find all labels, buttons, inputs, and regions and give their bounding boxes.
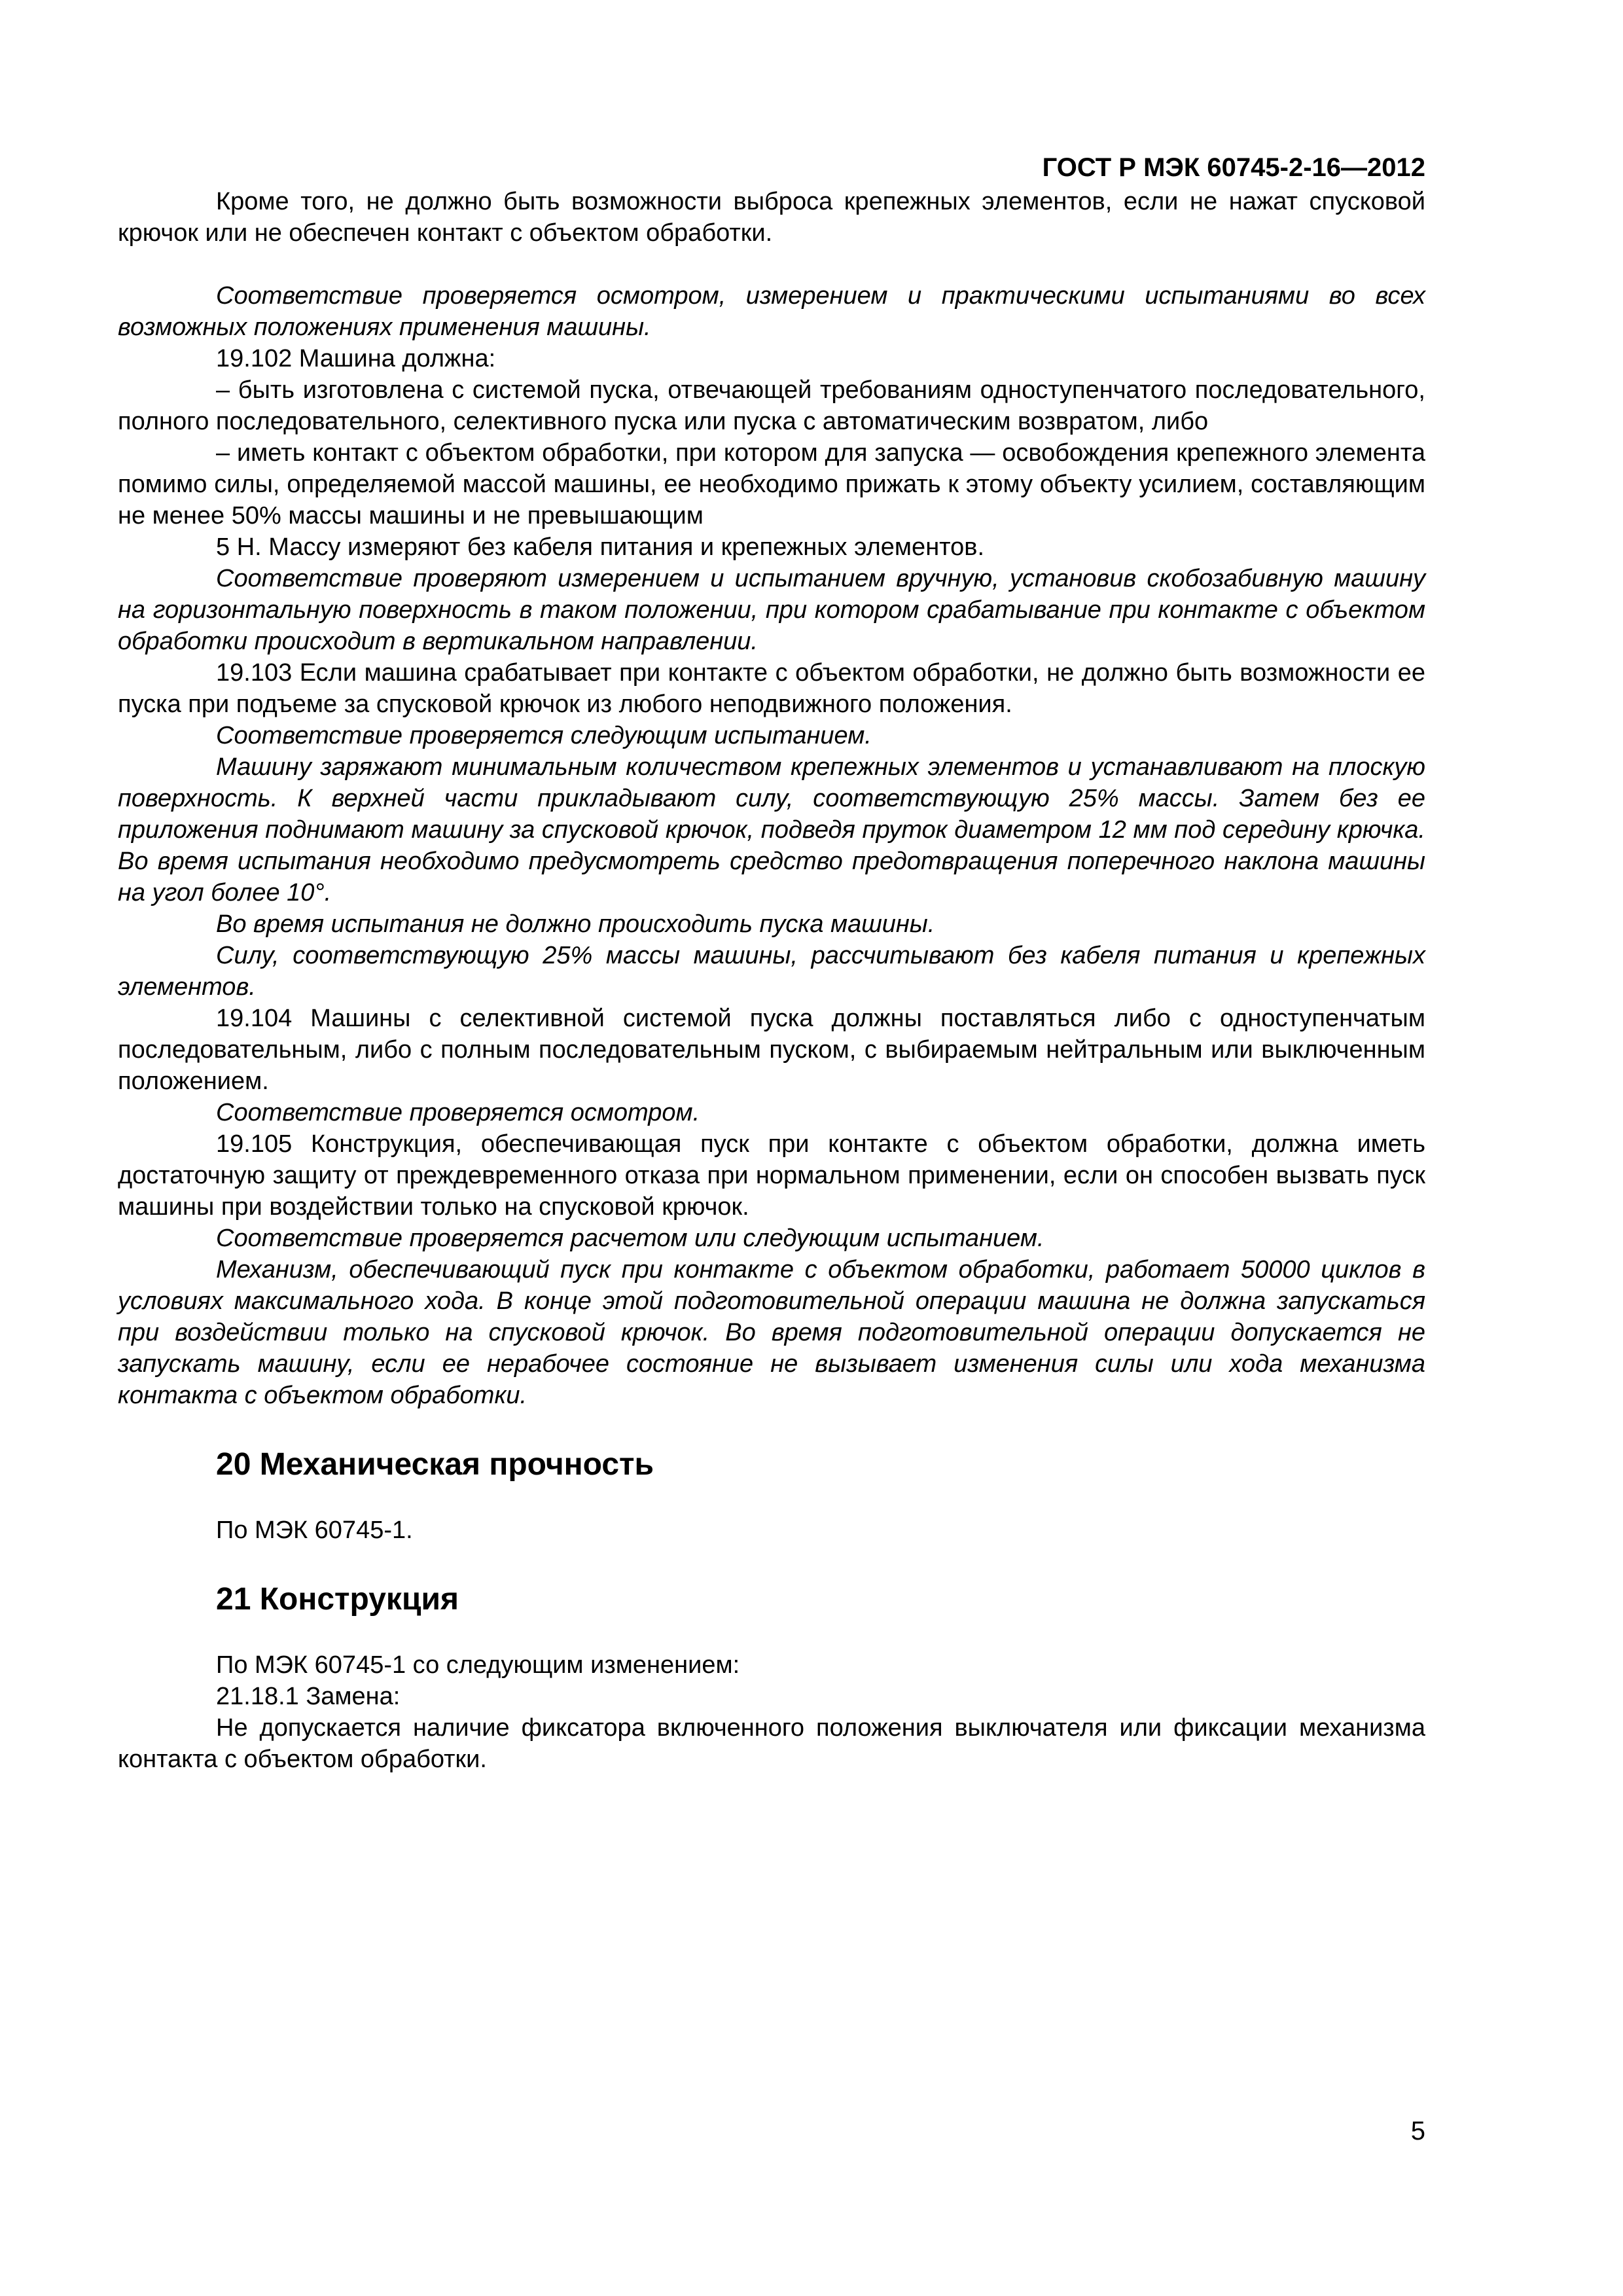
clause-19-104: 19.104 Машины с селективной системой пуска должны поставляться либо с одноступенчатым последовательным, либо с полным последовательным пуском, с выбираемым нейтральным или выключенным положением. (118, 1005, 1425, 1095)
clause-19-102-heading: 19.102 Машина должна: (216, 345, 496, 372)
section-21-heading: 21 Конструкция (216, 1582, 459, 1617)
clause-21-18-1-heading: 21.18.1 Замена: (216, 1683, 401, 1710)
list-item: – иметь контакт с объектом обработки, при котором для запуска — освобождения крепежного элемента помимо силы, определяемой массой машины, ее необходимо прижать к этому объекту усилием, составляющим не менее 50% массы машины и не превышающим (118, 439, 1425, 529)
page-number: 5 (1410, 2117, 1425, 2145)
compliance-paragraph: Соответствие проверяется осмотром, измерением и практическими испытаниями во всех возможных положениях применения машины. (118, 282, 1425, 341)
compliance-paragraph: Соответствие проверяется следующим испытанием. (216, 722, 872, 749)
section-21-text: Не допускается наличие фиксатора включенного положения выключателя или фиксации механизма контакта с объектом обработки. (118, 1714, 1425, 1773)
test-procedure-paragraph: Механизм, обеспечивающий пуск при контакте с объектом обработки, работает 50000 циклов в условиях максимального хода. В конце этой подготовительной операции машина не должна запускаться при воздействии только на спусковой крючок. Во время подготовительной операции допускается не запускать машину, если ее нерабочее состояние не вызывает изменения силы или хода механизма контакта с объектом обработки. (118, 1256, 1425, 1409)
section-20-heading: 20 Механическая прочность (216, 1447, 654, 1482)
compliance-paragraph: Соответствие проверяется осмотром. (216, 1099, 700, 1126)
paragraph: 5 Н. Массу измеряют без кабеля питания и крепежных элементов. (216, 533, 985, 561)
page-content (118, 186, 1425, 1775)
compliance-paragraph: Соответствие проверяют измерением и испытанием вручную, установив скобозабивную машину на горизонтальную поверхность в таком положении, при котором срабатывание при контакте с объектом обработки происходит в вертикальном направлении. (118, 565, 1425, 655)
section-21-text: По МЭК 60745-1 со следующим изменением: (216, 1651, 740, 1679)
test-procedure-paragraph: Машину заряжают минимальным количеством крепежных элементов и устанавливают на плоскую поверхность. К верхней части прикладывают силу, соответствующую 25% массы. Затем без ее приложения поднимают машину за спусковой крючок, подведя пруток диаметром 12 мм под середину крючка. Во время испытания необходимо предусмотреть средство предотвращения поперечного наклона машины на угол более 10°. (118, 753, 1425, 906)
compliance-paragraph: Соответствие проверяется расчетом или следующим испытанием. (216, 1225, 1044, 1252)
test-procedure-paragraph: Силу, соответствующую 25% массы машины, рассчитывают без кабеля питания и крепежных элементов. (118, 942, 1425, 1001)
paragraph: Кроме того, не должно быть возможности выброса крепежных элементов, если не нажат спусковой крючок или не обеспечен контакт с объектом обработки. (118, 188, 1425, 247)
clause-19-103: 19.103 Если машина срабатывает при контакте с объектом обработки, не должно быть возможности ее пуска при подъеме за спусковой крючок из любого неподвижного положения. (118, 659, 1425, 718)
standard-code-header: ГОСТ Р МЭК 60745-2-16—2012 (1042, 153, 1425, 182)
section-20-text: По МЭК 60745-1. (216, 1516, 413, 1544)
clause-19-105: 19.105 Конструкция, обеспечивающая пуск при контакте с объектом обработки, должна иметь достаточную защиту от преждевременного отказа при нормальном применении, если он способен вызвать пуск машины при воздействии только на спусковой крючок. (118, 1130, 1425, 1221)
list-item: – быть изготовлена с системой пуска, отвечающей требованиям одноступенчатого последовательного, полного последовательного, селективного пуска или пуска с автоматическим возвратом, либо (118, 376, 1425, 435)
test-procedure-paragraph: Во время испытания не должно происходить пуска машины. (216, 910, 935, 938)
